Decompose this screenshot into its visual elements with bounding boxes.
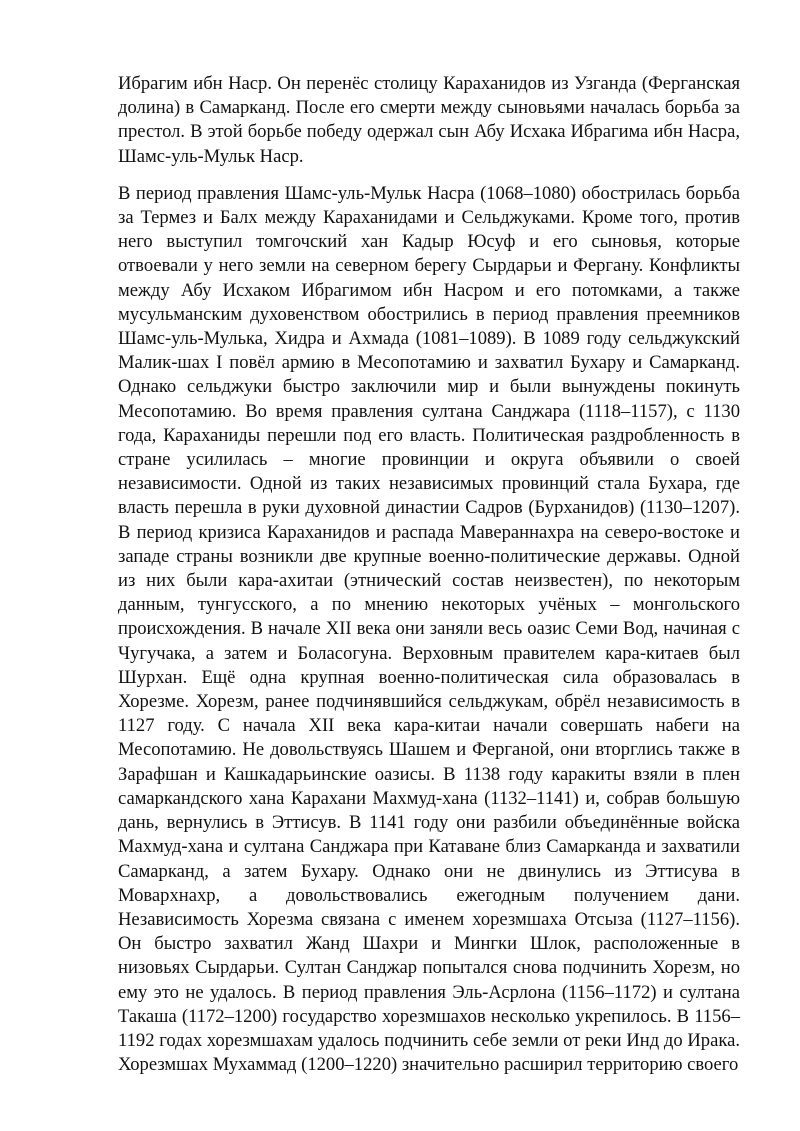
document-page: [118, 72, 740, 1077]
paragraph: Ибрагим ибн Наср. Он перенёс столицу Караханидов из Узганда (Ферганская долина) в Самарканд. После его смерти между сыновьями началась борьба за престол. В этой борьбе победу одержал сын Абу Исхака Ибрагима ибн Насра, Шамс-уль-Мульк Наср.: [118, 73, 740, 167]
paragraph: В период правления Шамс-уль-Мульк Насра (1068–1080) обострилась борьба за Термез и Балх между Караханидами и Сельджуками. Кроме того, против него выступил томгочский хан Кадыр Юсуф и его сыновья, которые отвоевали у него земли на северном берегу Сырдарьи и Фергану. Конфликты между Абу Исхаком Ибрагимом ибн Насром и его потомками, а также мусульманским духовенством обострились в период правления преемников Шамс-уль-Мулька, Хидра и Ахмада (1081–1089). В 1089 году сельджукский Малик-шах I повёл армию в Месопотамию и захватил Бухару и Самарканд. Однако сельджуки быстро заключили мир и были вынуждены покинуть Месопотамию. Во время правления султана Санджара (1118–1157), с 1130 года, Караханиды перешли под его власть. Политическая раздробленность в стране усилилась – многие провинции и округа объявили о своей независимости. Одной из таких независимых провинций стала Бухара, где власть перешла в руки духовной династии Садров (Бурханидов) (1130–1207). В период кризиса Караханидов и распада Мавераннахра на северо-востоке и западе страны возникли две крупные военно-политические державы. Одной из них были кара-ахитаи (этнический состав неизвестен), по некоторым данным, тунгусского, а по мнению некоторых учёных – монгольского происхождения. В начале XII века они заняли весь оазис Семи Вод, начиная с Чугучака, а затем и Боласогуна. Верховным правителем кара-китаев был Шурхан. Ещё одна крупная военно-политическая сила образовалась в Хорезме. Хорезм, ранее подчинявшийся сельджукам, обрёл независимость в 1127 году. С начала XII века кара-китаи начали совершать набеги на Месопотамию. Не довольствуясь Шашем и Ферганой, они вторглись также в Зарафшан и Кашкадарьинские оазисы. В 1138 году каракиты взяли в плен самаркандского хана Карахани Махмуд-хана (1132–1141) и, собрав большую дань, вернулись в Эттисув. В 1141 году они разбили объединённые войска Махмуд-хана и султана Санджара при Катаване близ Самарканда и захватили Самарканд, а затем Бухару. Однако они не двинулись из Эттисува в Мовархнахр, а довольствовались ежегодным получением дани. Независимость Хорезма связана с именем хорезмшаха Отсыза (1127–1156). Он быстро захватил Жанд Шахри и Мингки Шлок, расположенные в низовьях Сырдарьи. Султан Санджар попытался снова подчинить Хорезм, но ему это не удалось. В период правления Эль-Асрлона (1156–1172) и султана Такаша (1172–1200) государство хорезмшахов несколько укрепилось. В 1156–1192 годах хорезмшахам удалось подчинить себе земли от реки Инд до Ирака. Хорезмшах Мухаммад (1200–1220) значительно расширил территорию своего: [118, 182, 740, 1076]
